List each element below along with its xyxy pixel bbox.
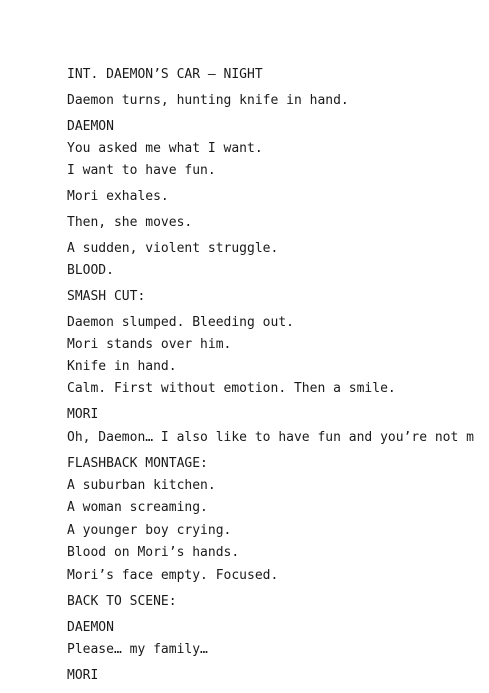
action-line: A woman screaming. (67, 500, 208, 515)
dialogue-line: Please… my family… (67, 642, 208, 657)
action-line: Knife in hand. (67, 359, 177, 374)
action-line: A suburban kitchen. (67, 478, 216, 493)
dialogue-line: Oh, Daemon… I also like to have fun and you’re not m (67, 430, 474, 445)
transition: SMASH CUT: (67, 289, 146, 304)
scene-heading: INT. DAEMON’S CAR — NIGHT (67, 67, 263, 82)
transition: BACK TO SCENE: (67, 594, 177, 609)
character-name: MORI (67, 668, 99, 683)
transition: FLASHBACK MONTAGE: (67, 456, 208, 471)
action-line: Daemon turns, hunting knife in hand. (67, 93, 349, 108)
action-line: A sudden, violent struggle. (67, 241, 279, 256)
action-line: BLOOD. (67, 263, 114, 278)
character-name: MORI (67, 407, 99, 422)
action-line: Mori exhales. (67, 189, 169, 204)
action-line: Mori’s face empty. Focused. (67, 568, 279, 583)
action-line: A younger boy crying. (67, 523, 232, 538)
action-line: Daemon slumped. Bleeding out. (67, 315, 294, 330)
character-name: DAEMON (67, 119, 114, 134)
action-line: Calm. First without emotion. Then a smile. (67, 381, 396, 396)
dialogue-line: You asked me what I want. (67, 141, 263, 156)
action-line: Then, she moves. (67, 215, 193, 230)
character-name: DAEMON (67, 620, 114, 635)
action-line: Blood on Mori’s hands. (67, 545, 240, 560)
dialogue-line: I want to have fun. (67, 163, 216, 178)
action-line: Mori stands over him. (67, 337, 232, 352)
